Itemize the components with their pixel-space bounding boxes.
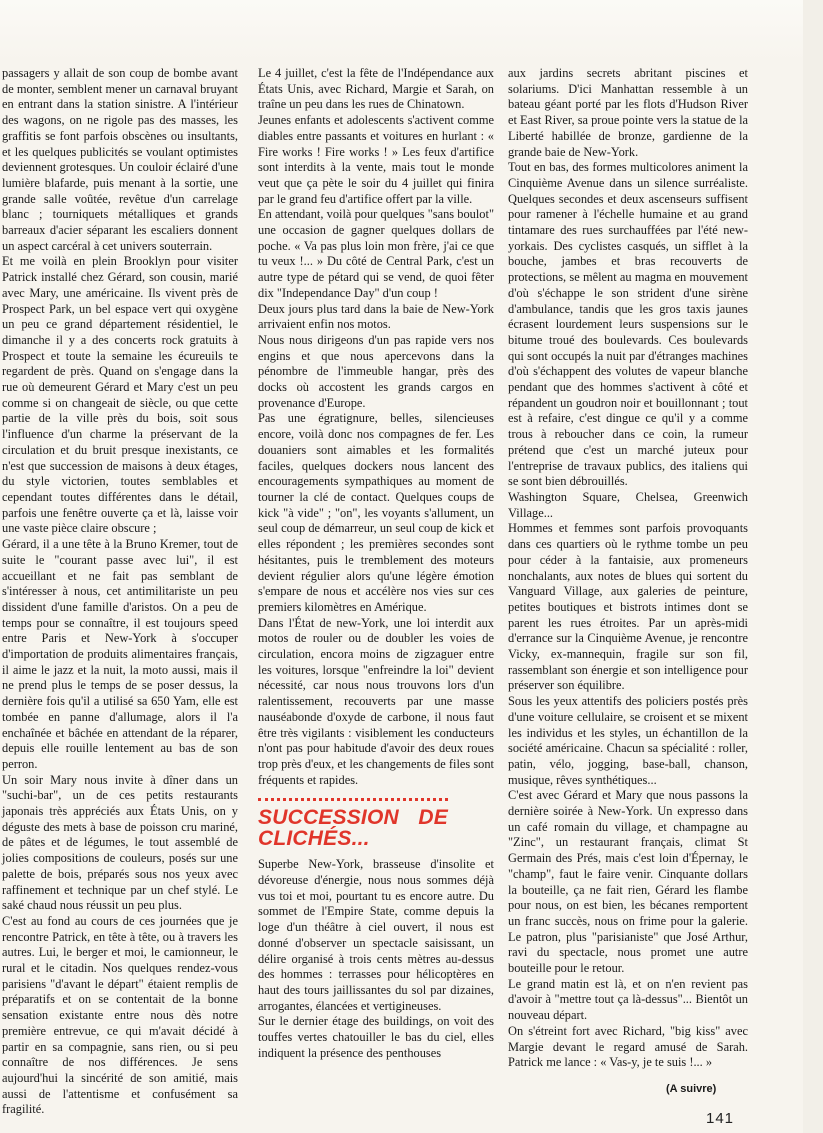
paragraph: Hommes et femmes sont parfois provoquants dans ces quartiers où le rythme tombe un peu pour céder à la fantaisie, aux promeneurs nonchalants, aux notes de blues qui sortent du Vanguard Village, aux galeries de peinture, petites boutiques et bistrots intimes dont se parent les rues étroites. Par un après-midi d'errance sur la Cinquième Avenue, je rencontre Vicky, ex-mannequin, fragile sur son fil, rassemblant son énergie et son intelligence pour préserver son équilibre.	[508, 521, 748, 693]
paragraph: aux jardins secrets abritant piscines et solariums. D'ici Manhattan ressemble à un bateau géant porté par les flots d'Hudson River et East River, sa proue pointe vers la statue de la Liberté habillée de bronze, gardienne de la grande baie de New-York.	[508, 66, 749, 159]
paragraph: Gérard, il a une tête à la Bruno Kremer, tout de suite le "courant passe avec lui", il est accueillant et ne fait pas semblant de s'intéresser à nous, cet antimilitariste un peu dissident d'une famille d'aristos. On a peu de temps pour se connaître, il est toujours speed entre Paris et New-York à s'occuper d'importation de produits alimentaires français, il aime le jazz et la nuit, la moto aussi, mais il ne prend plus le temps de se poser dessus, la dernière fois qu'il a utilisé sa 650 Yam, elle est tombée en panne d'allumage, alors il l'a enchaînée et bâchée en attendant de la réparer, depuis elle rouille lentement au bas de son perron.	[2, 537, 238, 771]
paragraph: Nous nous dirigeons d'un pas rapide vers nos engins et que nous apercevons dans la pénombre de l'immeuble hangar, près des docks où accostent les grands cargos en provenance d'Europe.	[258, 332, 494, 410]
to-be-continued-note: (A suivre)	[666, 1083, 717, 1095]
column-1	[2, 66, 238, 1118]
paragraph: Pas une égratignure, belles, silencieuses encore, voilà donc nos compagnes de fer. Les douaniers sont aimables et les formalités faciles, quelques dockers nous lancent des encouragements sympathiques au moment de tourner la clé de contact. Quelques coups de kick "à vide" ; "on", les voyants s'allument, un seul coup de démarreur, un seul coup de kick et elles répondent ; les premières secondes sont hésitantes, puis le tremblement des moteurs devient régulier alors qu'une légère émotion s'empare de nous et accélère nos vies sur ces premiers kilomètres en Amérique.	[258, 411, 494, 614]
top-margin	[0, 0, 823, 62]
paragraph: Et me voilà en plein Brooklyn pour visiter Patrick installé chez Gérard, son cousin, marié avec Mary, une américaine. Ils vivent près de Prospect Park, un bel espace vert qui oxygène un peu ce grand département résidentiel, le dimanche il y a des concerts rock gratuits à Prospect et toute la semaine les écureuils te regardent de près. Quand on s'engage dans la rue où demeurent Gérard et Mary c'est un peu comme si on changeait de siècle, ou que cette partie de la ville près du bois, soit sous l'influence d'un charme la préservant de la circulation et du bruit presque inexistants, ce n'est que succession de maisons à deux étages, du style victorien, toutes semblables et cependant toutes différentes dans le détail, parfois une fenêtre ouverte ça et là, laisse voir une vaste pièce claire obscure ;	[2, 254, 238, 536]
paragraph: Jeunes enfants et adolescents s'activent comme diables entre passants et voitures en hurlant : « Fire works ! Fire works ! » Les feux d'artifice sont interdits à la vente, mais tout le monde veut que ça pète le soir du 4 juillet qui finira par le grand feu d'artifice offert par la ville.	[258, 113, 494, 206]
paragraph: C'est avec Gérard et Mary que nous passons la dernière soirée à New-York. Un expresso dans un café romain du village, et champagne au "Zinc", un restaurant français, climat St Germain des Prés, mais c'est loin d'Épernay, le "champ", faut le faire venir. Cinquante dollars la bouteille, ça ne fait rien, Gérard les flambe pour nous, on est bien, les bécanes remportent un franc succès, nous on frime pour la galerie. Le patron, plus "parisianiste" que José Arthur, ravi du spectacle, nous promet une autre bouteille pour le retour.	[508, 788, 748, 976]
paragraph: Sur le dernier étage des buildings, on voit des touffes vertes chatouiller le bas du ciel, elles indiquent la présence des penthouses	[258, 1014, 494, 1060]
paragraph: On s'étreint fort avec Richard, "big kiss" avec Margie devant le regard amusé de Sarah. Patrick me lance : « Vas-y, je te suis !... »	[508, 1023, 748, 1070]
paragraph: En attendant, voilà pour quelques "sans boulot" une occasion de gagner quelques dollars de poche. « Va pas plus loin mon frère, j'ai ce que tu veux !... » Du côté de Central Park, c'est un autre type de pétard qui se vend, de quoi fêter dix "Independance Day" d'un coup !	[258, 207, 494, 300]
page-number: 141	[706, 1110, 735, 1127]
paragraph: Sous les yeux attentifs des policiers postés près d'une voiture cellulaire, se croisent et se mixent les individus et les styles, un échantillon de la société américaine. Chacun sa spécialité : roller, patin, vélo, jogging, base-ball, chanson, musique, rêves synthétiques...	[508, 694, 748, 787]
paragraph: Tout en bas, des formes multicolores animent la Cinquième Avenue dans un silence surréaliste. Quelques secondes et deux ascenseurs suffisent pour ramener à l'échelle humaine et au grand tintamare des rues surchauffées par l'été new-yorkais. Des cyclistes casqués, un sifflet à la bouche, jambes et bras recouverts de protections, se mêlent au magma en mouvement d'où s'échappe le son strident d'une sirène d'ambulance, tandis que les gros taxis jaunes écrasent lourdement leurs suspensions sur le bitume troué des boulevards. Ces boulevards qui sont occupés la nuit par d'étranges machines d'où s'échappent des volutes de vapeur blanche pendant que des hommes s'activent à côté et répandent un goudron noir et bouillonnant ; tout est à refaire, c'est dingue ce qu'il y a comme trous à reboucher dans ce coin, la rumeur prétend que c'est un marché juteux pour l'entreprise de travaux publics, des italiens qui se sont bien débrouillés.	[508, 160, 748, 489]
paragraph: Un soir Mary nous invite à dîner dans un "suchi-bar", un de ces petits restaurants japonais très appréciés aux États Unis, on y déguste des mets à base de poisson cru mariné, de pâtes et de légumes, le tout assemblé de jolies compositions de couleurs, posés sur une palette de bois, préparés sous nos yeux avec raffinement et technique par un chef stylé. Le saké chaud nous réussit un peu plus.	[2, 772, 238, 913]
paragraph: Superbe New-York, brasseuse d'insolite et dévoreuse d'énergie, nous nous sommes déjà vus toi et moi, pourtant tu es encore autre. Du sommet de l'Empire State, comme depuis la loge d'un théâtre à ciel ouvert, il nous est donné d'observer un spectacle saisissant, un délire organisé à trois cents mètres au-dessus des hommes : terrasses pour hélicoptères en haut des tours jaillissantes du sol par dizaines, arrogantes, élancées et vertigineuses.	[258, 857, 494, 1013]
paragraph: Deux jours plus tard dans la baie de New-York arrivaient enfin nos motos.	[258, 301, 494, 332]
paragraph: C'est au fond au cours de ces journées que je rencontre Patrick, en tête à tête, ou à travers les autres. Lui, le berger et moi, le camionneur, le rural et le citadin. Nos quelques rendez-vous parisiens "d'avant le départ" étaient remplis de préparatifs et on se contentait de la bonne sensation existante entre nous dès notre première entrevue, ce qui m'avait décidé à partir en sa compagnie, sans rien, ou si peu connaître de nos différences. Je sens aujourd'hui la sincérité de son amitié, mais aussi de l'attentisme et confusément sa fragilité.	[2, 913, 238, 1117]
paragraph: Le grand matin est là, et on n'en revient pas d'avoir à "mettre tout ça là-dessus"... Bientôt un nouveau départ.	[508, 976, 748, 1023]
paragraph: passagers y allait de son coup de bombe avant de monter, semblent mener un carnaval bruyant en entrant dans la station sinistre. A l'intérieur des wagons, on ne rigole pas des masses, les graffitis se font parfois obscènes ou insultants, et les quelques publicités se voulant optimistes deviennent grotesques. Un couloir éclairé d'une lumière blafarde, puis menant à la sortie, une grande salle voûtée, revêtue d'un carrelage blanc ; tourniquets métalliques et grands barreaux d'acier séparant les escaliers donnent un aspect carcéral à cet univers souterrain.	[2, 66, 238, 253]
column-2	[258, 66, 494, 1061]
paragraph: Washington Square, Chelsea, Greenwich Village...	[508, 489, 748, 520]
column-3	[508, 66, 748, 1071]
paragraph: Le 4 juillet, c'est la fête de l'Indépendance aux États Unis, avec Richard, Margie et Sarah, on traîne un peu dans les rues de Chinatown.	[258, 66, 494, 112]
section-subheading: SUCCESSION DE CLICHÉS...	[258, 798, 448, 849]
page-edge	[803, 0, 823, 1133]
paragraph: Dans l'État de new-York, une loi interdit aux motos de rouler ou de doubler les voies de circulation, encora moins de zigzaguer entre les voitures, lorsque "enfreindre la loi" devient nécessité, car nous nous trouvons lors d'un ralentissement, recouverts par une masse nauséabonde d'oxyde de carbone, il nous faut être très vigilants : visiblement les conducteurs n'ont pas pour habitude d'avoir des deux roues trop près d'eux, et les changements de files sont fréquents et rapides.	[258, 615, 494, 787]
